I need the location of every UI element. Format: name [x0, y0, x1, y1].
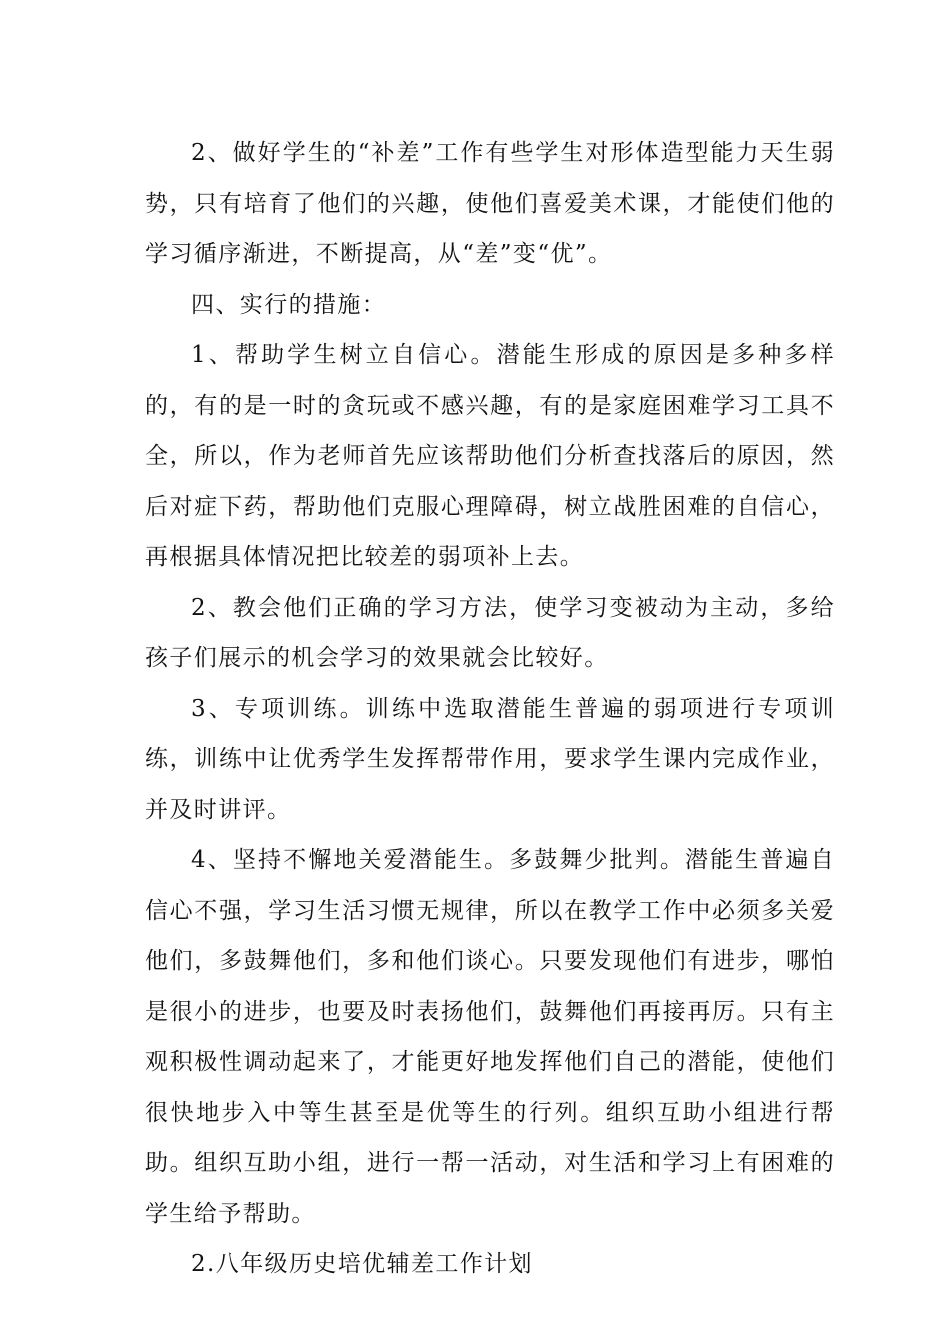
paragraph-measure-1: 1、帮助学生树立自信心。潜能生形成的原因是多种多样的，有的是一时的贪玩或不感兴趣，有的是家庭困难学习工具不全，所以，作为老师首先应该帮助他们分析查找落后的原因，然后对症下药，帮助他们克服心理障碍，树立战胜困难的自信心，再根据具体情况把比较差的弱项补上去。 [145, 342, 835, 570]
paragraph-remedial-work: 2、做好学生的“补差”工作有些学生对形体造型能力天生弱势，只有培育了他们的兴趣，使他们喜爱美术课，才能使们他的学习循序渐进，不断提高，从“差”变“优”。 [145, 140, 835, 267]
paragraph-measure-2: 2、教会他们正确的学习方法，使学习变被动为主动，多给孩子们展示的机会学习的效果就会比较好。 [145, 594, 835, 671]
document-body [145, 128, 835, 1290]
section-heading-measures: 四、实行的措施： [191, 291, 387, 318]
paragraph-measure-4: 4、坚持不懈地关爱潜能生。多鼓舞少批判。潜能生普遍自信心不强，学习生活习惯无规律，所以在教学工作中必须多关爱他们，多鼓舞他们，多和他们谈心。只要发现他们有进步，哪怕是很小的进步，也要及时表扬他们，鼓舞他们再接再厉。只有主观积极性调动起来了，才能更好地发挥他们自己的潜能，使他们很快地步入中等生甚至是优等生的行列。组织互助小组进行帮助。组织互助小组，进行一帮一活动，对生活和学习上有困难的学生给予帮助。 [145, 847, 835, 1227]
paragraph-measure-3: 3、专项训练。训练中选取潜能生普遍的弱项进行专项训练，训练中让优秀学生发挥帮带作用，要求学生课内完成作业，并及时讲评。 [145, 695, 835, 823]
document-subtitle: 2.八年级历史培优辅差工作计划 [191, 1251, 533, 1277]
